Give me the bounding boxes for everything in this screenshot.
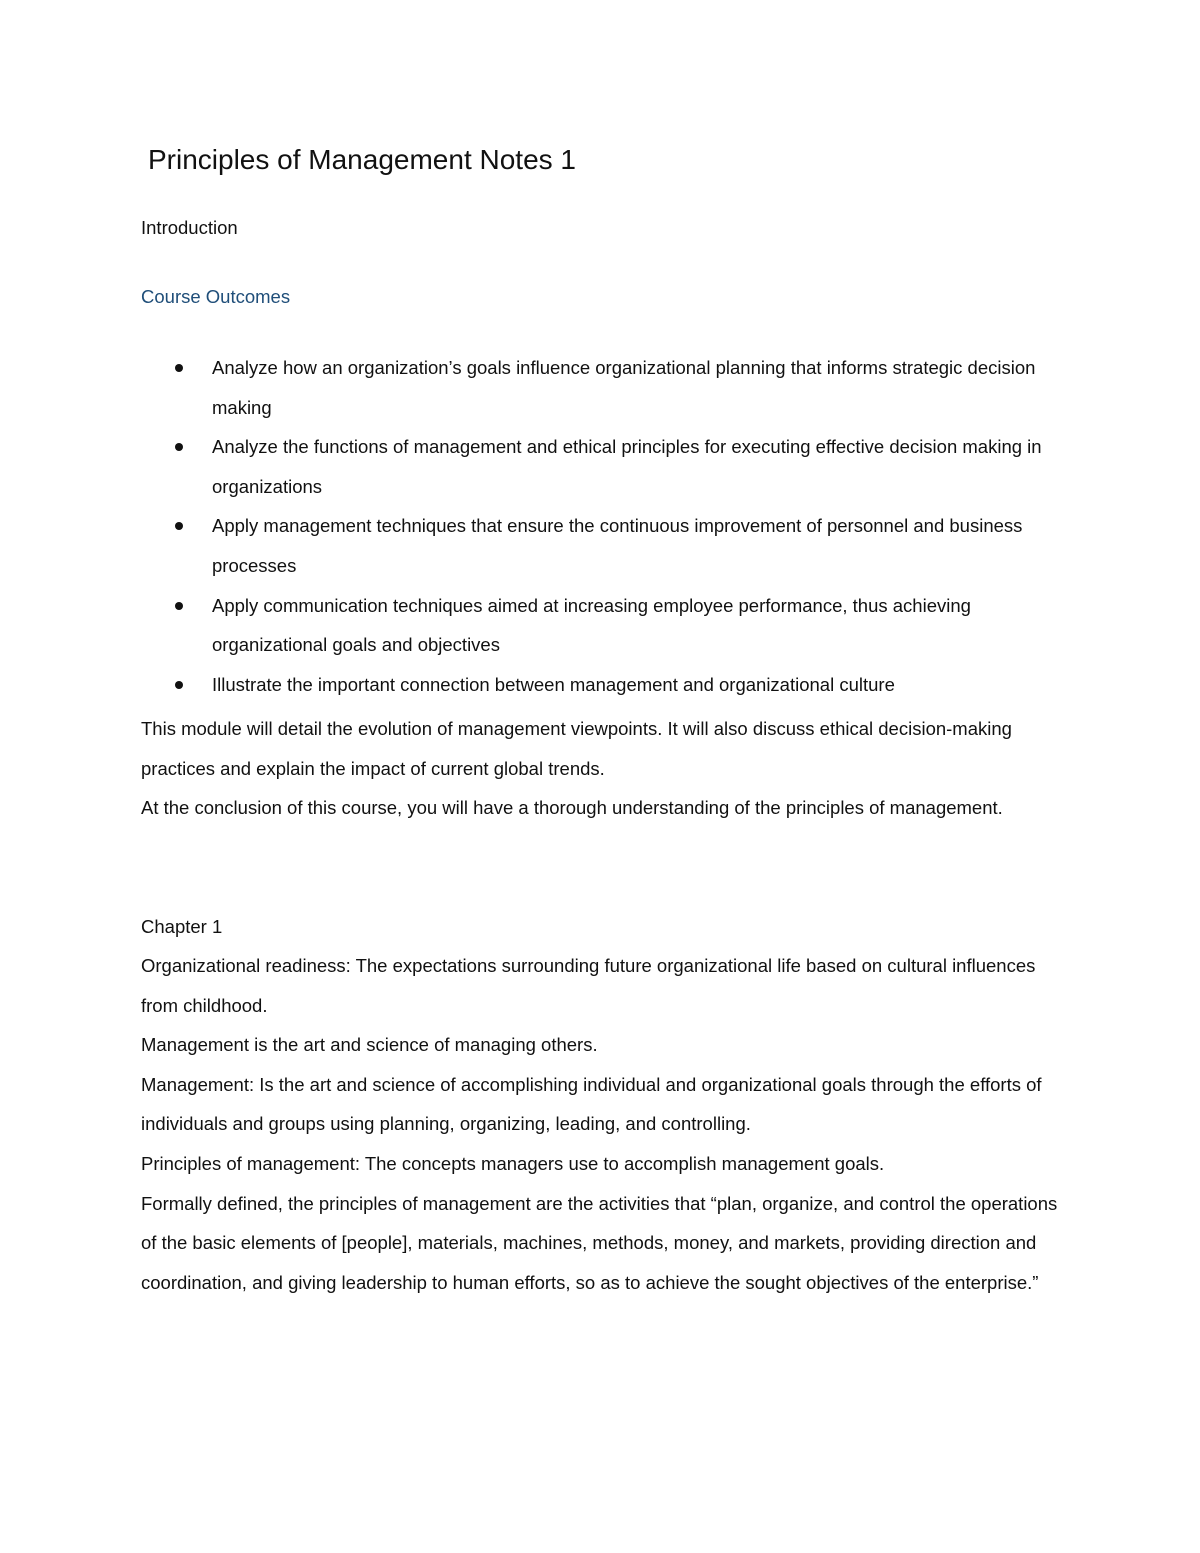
introduction-label: Introduction [141,217,238,238]
paragraph: This module will detail the evolution of management viewpoints. It will also discuss ethical decision-making practices and explain the impact of current global trends. [141,718,1012,779]
outcome-text: Apply management techniques that ensure the continuous improvement of personnel and business processes [212,515,1023,576]
paragraph: Formally defined, the principles of management are the activities that “plan, organize, and control the operations of the basic elements of [people], materials, machines, methods, money, and markets, providing direction and coordination, and giving leadership to human efforts, so as to achieve the sought objectives of the enterprise.” [141,1192,1058,1293]
outcome-text: Analyze the functions of management and ethical principles for executing effective decision making in organizations [212,436,1042,497]
document-title: Principles of Management Notes 1 [148,144,576,175]
bullet-icon [175,364,183,372]
paragraph: Management is the art and science of managing others. [141,1034,598,1056]
outcome-text: Apply communication techniques aimed at increasing employee performance, thus achieving organizational goals and objectives [212,594,971,656]
list-item [141,427,1061,506]
paragraph: Organizational readiness: The expectations surrounding future organizational life based on cultural influences from childhood. [141,955,1036,1016]
module-description [141,709,1061,828]
chapter-content [141,946,1061,1302]
chapter-heading: Chapter 1 [141,916,223,937]
bullet-icon [175,681,183,689]
bullet-icon [175,522,183,530]
outcome-text: Illustrate the important connection between management and organizational culture [212,673,895,695]
paragraph: Principles of management: The concepts managers use to accomplish management goals. [141,1152,885,1174]
outcome-text: Analyze how an organization’s goals influence organizational planning that informs strategic decision making [212,357,1036,418]
paragraph: Management: Is the art and science of accomplishing individual and organizational goals through the efforts of individuals and groups using planning, organizing, leading, and controlling. [141,1073,1042,1135]
list-item [141,348,1061,427]
course-outcomes-list [141,348,1061,704]
course-outcomes-heading: Course Outcomes [141,286,291,307]
bullet-icon [175,443,183,451]
list-item [141,665,1061,705]
paragraph: At the conclusion of this course, you will have a thorough understanding of the principles of management. [141,797,1003,819]
bullet-icon [175,602,183,610]
list-item [141,506,1061,585]
list-item [141,586,1061,665]
